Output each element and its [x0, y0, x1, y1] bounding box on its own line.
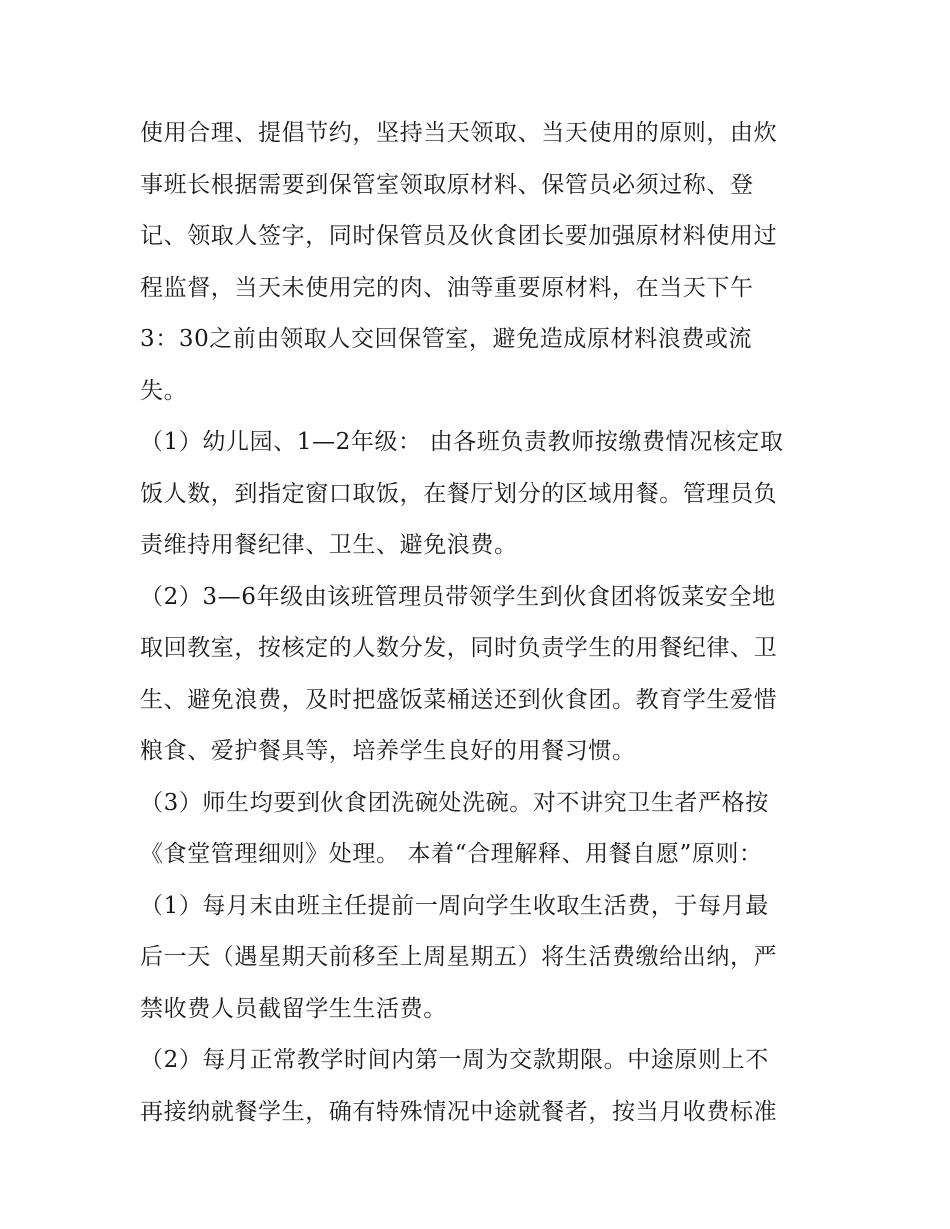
text-line: 饭人数，到指定窗口取饭，在餐厅划分的区域用餐。管理员负: [140, 480, 778, 507]
text-line: 粮食、爱护餐具等，培养学生良好的用餐习惯。: [140, 738, 636, 764]
text-line: 取回教室，按核定的人数分发，同时负责学生的用餐纪律、卫: [140, 635, 778, 661]
text-line: （1）幼儿园、1—2年级： 由各班负责教师按缴费情况核定取: [140, 429, 784, 455]
text-line: 记、领取人签字，同时保管员及伙食团长要加强原材料使用过: [140, 223, 778, 249]
text-line: （3）师生均要到伙食团洗碗处洗碗。对不讲究卫生者严格按: [140, 789, 769, 816]
text-line: 生、避免浪费，及时把盛饭菜桶送还到伙食团。教育学生爱惜: [140, 686, 778, 713]
text-line: 《食堂管理细则》处理。 本着“合理解释、用餐自愿”原则：: [140, 841, 763, 867]
text-line: 后一天（遇星期天前移至上周星期五）将生活费缴给出纳，严: [140, 944, 778, 970]
text-line: 再接纳就餐学生，确有特殊情况中途就餐者，按当月收费标准: [140, 1098, 778, 1125]
text-line: 使用合理、提倡节约，坚持当天领取、当天使用的原则，由炊: [140, 120, 778, 146]
text-line: （2）3—6年级由该班管理员带领学生到伙食团将饭菜安全地: [140, 583, 776, 610]
text-line: 事班长根据需要到保管室领取原材料、保管员必须过称、登: [140, 171, 754, 198]
text-line: 责维持用餐纪律、卫生、避免浪费。: [140, 532, 518, 558]
document-body: [140, 108, 820, 1138]
text-line: 失。: [140, 377, 188, 404]
text-line: （1）每月末由班主任提前一周向学生收取生活费，于每月最: [140, 892, 769, 919]
text-line: 3：30之前由领取人交回保管室，避免造成原材料浪费或流: [140, 326, 753, 352]
text-line: （2）每月正常教学时间内第一周为交款期限。中途原则上不: [140, 1047, 769, 1073]
text-line: 禁收费人员截留学生生活费。: [140, 995, 447, 1022]
text-line: 程监督，当天未使用完的肉、油等重要原材料，在当天下午: [140, 274, 754, 301]
